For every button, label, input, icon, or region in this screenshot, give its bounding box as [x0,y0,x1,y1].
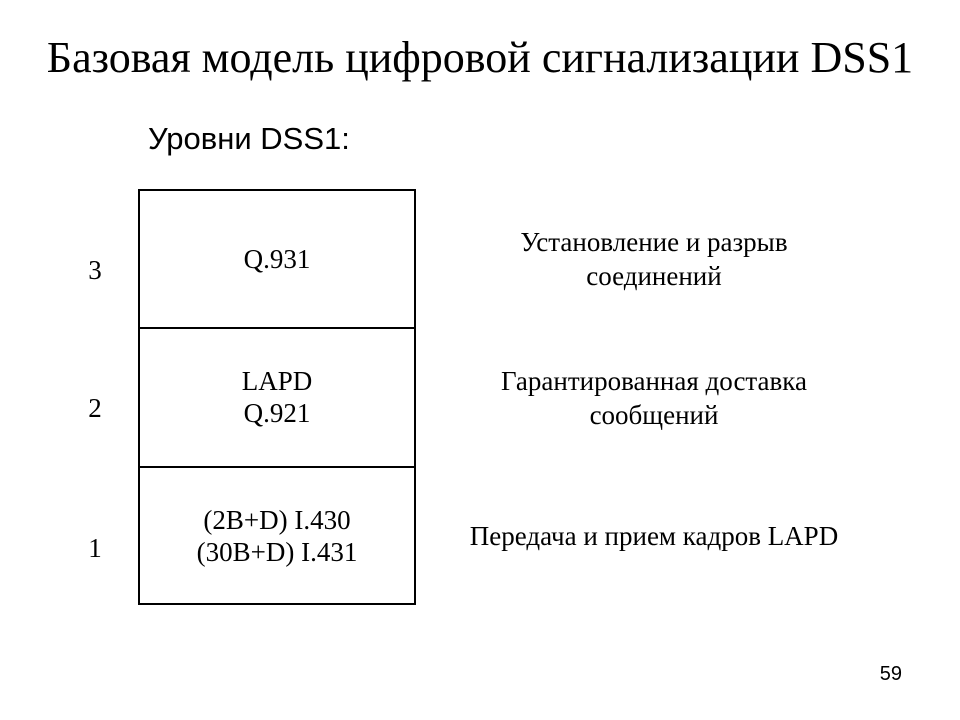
description-line: Гарантированная доставка [501,366,807,396]
layer-2-description [434,364,874,432]
layer-2-protocol [140,365,414,429]
layer-1-description [434,519,874,553]
protocol-stack [138,189,416,605]
description-line: сообщений [589,400,719,430]
protocol-line: (30B+D) I.431 [196,537,358,567]
protocol-line: Q.931 [243,244,311,274]
layer-3-description [434,225,874,293]
slide-subtitle: Уровни DSS1: [148,121,350,156]
protocol-line: Q.921 [243,398,311,428]
layer-3-box [140,191,414,329]
layer-1-number: 1 [88,533,102,563]
protocol-line: LAPD [241,366,313,396]
layer-1-box [140,468,414,605]
page-number: 59 [879,663,902,685]
protocol-line: (2B+D) I.430 [203,505,351,535]
slide-title: Базовая модель цифровой сигнализации DSS1 [46,33,914,82]
layer-2-box [140,329,414,468]
description-line: соединений [586,261,722,291]
description-line: Установление и разрыв [520,227,788,257]
layer-2-number: 2 [88,393,102,423]
layer-1-protocol [140,504,414,568]
layer-3-number: 3 [88,255,102,285]
description-line: Передача и прием кадров LAPD [469,521,839,551]
layer-3-protocol [140,243,414,275]
